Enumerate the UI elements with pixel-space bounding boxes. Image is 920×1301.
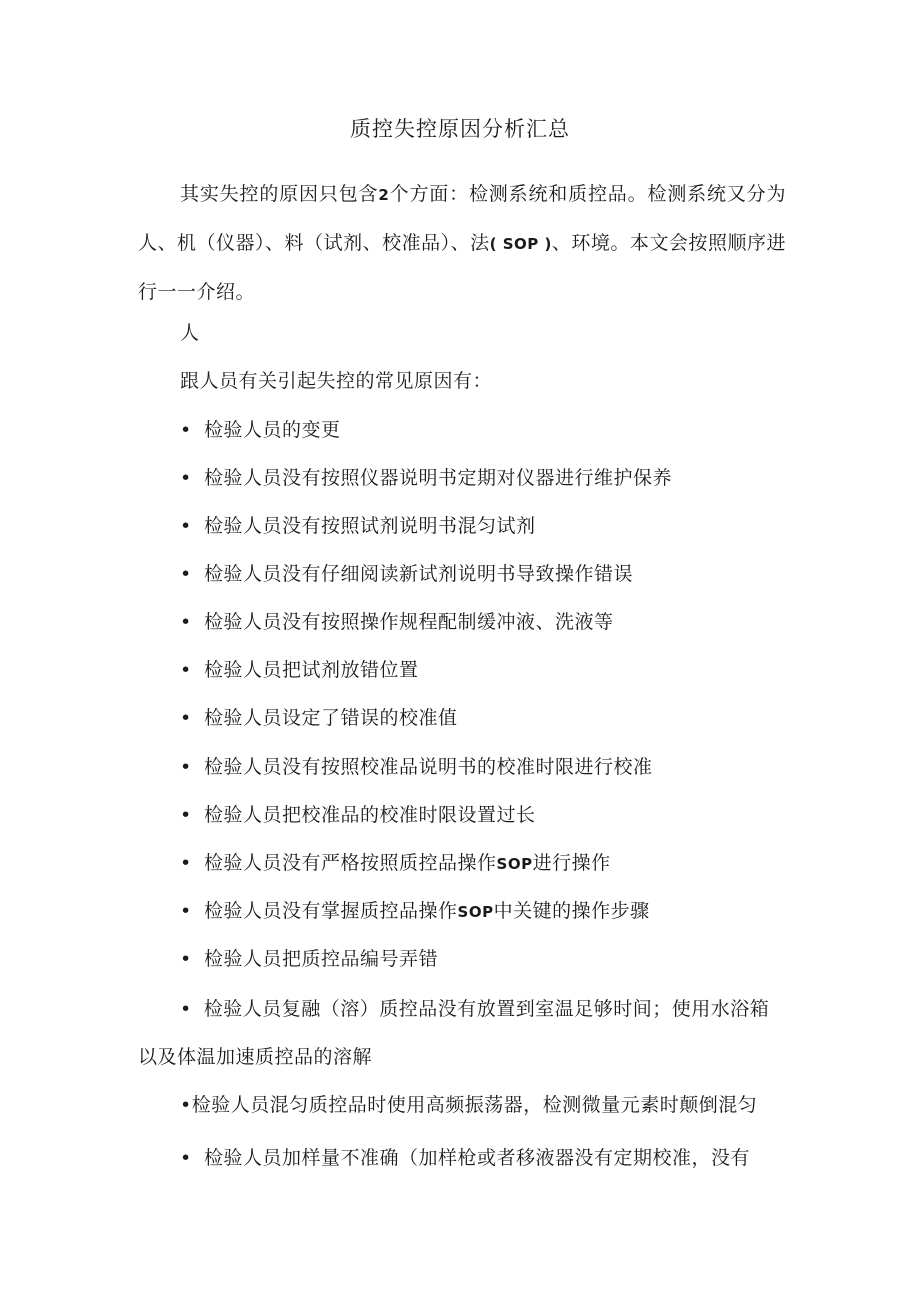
- list-item: [180, 655, 419, 685]
- list-item: [180, 1143, 750, 1173]
- list-item-text: 检验人员把质控品编号弄错: [204, 948, 439, 970]
- list-item-text: 中关键的操作步骤: [493, 900, 650, 922]
- bullet-icon: •: [180, 756, 192, 778]
- list-item: [180, 1090, 757, 1120]
- bullet-icon: •: [180, 467, 192, 489]
- list-item: [180, 703, 458, 733]
- list-item: [180, 463, 672, 493]
- list-item-text: 检验人员混匀质控品时使用高频振荡器，检测微量元素时颠倒混匀: [191, 1094, 758, 1116]
- bullet-icon: •: [180, 707, 192, 729]
- bullet-icon: •: [180, 804, 192, 826]
- list-item-text: 检验人员没有仔细阅读新试剂说明书导致操作错误: [204, 563, 634, 585]
- bullet-icon: •: [180, 998, 192, 1020]
- sop-term: SOP: [457, 903, 494, 921]
- intro-text-3: 、环境。本文会按照顺序进行一一介绍。: [138, 232, 786, 303]
- list-item-text: 检验人员没有严格按照质控品操作: [204, 852, 497, 874]
- list-item: [180, 896, 650, 927]
- list-item-text: 检验人员把试剂放错位置: [204, 659, 419, 681]
- list-item: [180, 607, 614, 637]
- bullet-icon: •: [180, 1147, 192, 1169]
- list-item-text: 检验人员没有按照试剂说明书混匀试剂: [204, 515, 536, 537]
- intro-sop: ( SOP ): [489, 235, 552, 253]
- bullet-icon: •: [180, 515, 192, 537]
- bullet-icon: •: [180, 419, 192, 441]
- list-item-text: 检验人员没有按照操作规程配制缓冲液、洗液等: [204, 611, 614, 633]
- list-item-text: 进行操作: [532, 852, 611, 874]
- list-item: [138, 985, 786, 1081]
- intro-paragraph: [138, 170, 786, 316]
- list-item-text: 检验人员没有按照校准品说明书的校准时限进行校准: [204, 756, 653, 778]
- bullet-icon: •: [180, 611, 192, 633]
- section-heading: 人: [180, 322, 200, 344]
- bullet-icon: •: [180, 948, 192, 970]
- bullet-icon: •: [180, 900, 192, 922]
- list-item-text: 检验人员复融（溶）质控品没有放置到室温足够时间；使用水浴箱以及体温加速质控品的溶解: [138, 998, 770, 1068]
- list-item: [180, 944, 438, 974]
- page-title: 质控失控原因分析汇总: [350, 117, 570, 141]
- list-item-text: 检验人员的变更: [204, 419, 341, 441]
- list-item-text: 检验人员把校准品的校准时限设置过长: [204, 804, 536, 826]
- list-item: [180, 559, 633, 589]
- sop-term: SOP: [496, 855, 533, 873]
- intro-text-1: 其实失控的原因只包含: [180, 183, 379, 205]
- lead-text: 跟人员有关引起失控的常见原因有：: [180, 370, 493, 392]
- bullet-icon: •: [180, 1094, 192, 1116]
- intro-number: 2: [378, 186, 390, 204]
- list-item: [180, 800, 536, 830]
- list-item: [180, 752, 653, 782]
- list-item: [180, 415, 341, 445]
- list-item: [180, 511, 536, 541]
- intro-text-2: 个方面：检测系统和质控品。检测系统又分为人、机（仪器）、料（试剂、校准品）、法: [138, 183, 786, 254]
- list-item-text: 检验人员加样量不准确（加样枪或者移液器没有定期校准，没有: [204, 1147, 751, 1169]
- list-item-text: 检验人员没有按照仪器说明书定期对仪器进行维护保养: [204, 467, 673, 489]
- bullet-icon: •: [180, 563, 192, 585]
- list-item-text: 检验人员没有掌握质控品操作: [204, 900, 458, 922]
- bullet-icon: •: [180, 659, 192, 681]
- list-item: [180, 848, 611, 879]
- list-item-text: 检验人员设定了错误的校准值: [204, 707, 458, 729]
- bullet-icon: •: [180, 852, 192, 874]
